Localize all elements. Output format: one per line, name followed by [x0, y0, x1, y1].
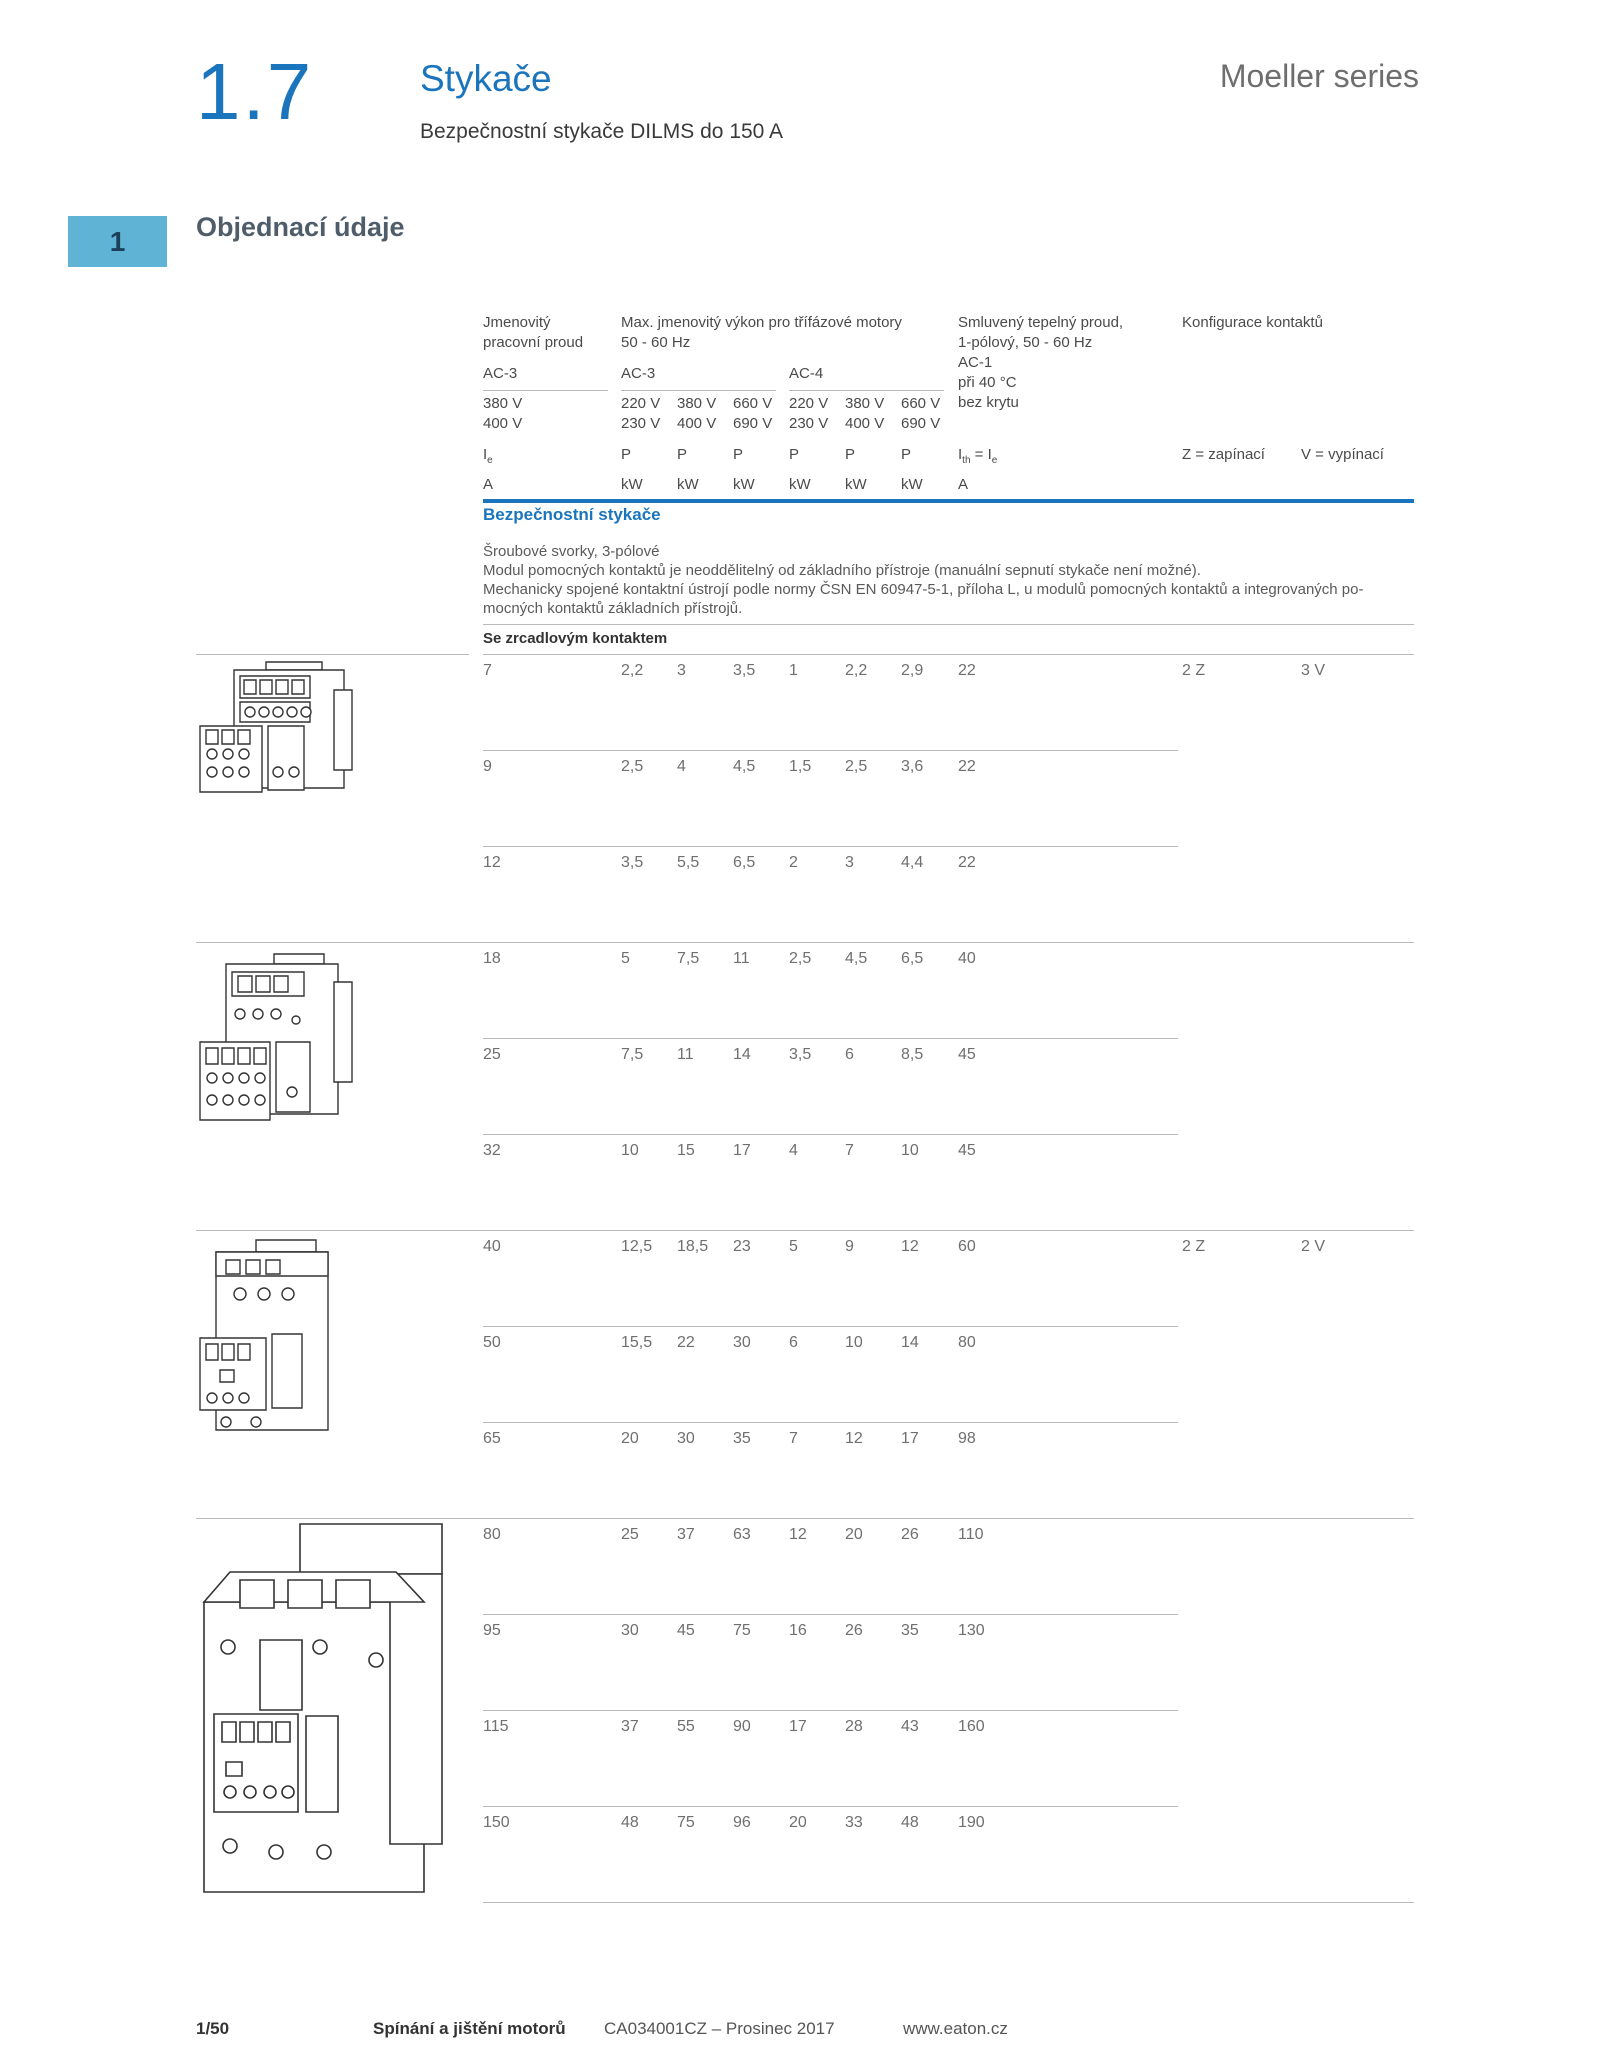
cell-power: 6,5 — [901, 950, 924, 967]
cell-power: 4,5 — [845, 950, 868, 967]
cell-power: 10 — [901, 1142, 919, 1159]
cell-power: 30 — [677, 1430, 695, 1447]
row-divider — [196, 1518, 1414, 1519]
cell-thermal-current: 98 — [958, 1430, 976, 1447]
divider — [483, 624, 1414, 625]
voltage-col-v1: 220 V — [621, 395, 661, 412]
voltage-col-sym: P — [677, 446, 688, 463]
voltage-col-unit: kW — [901, 476, 923, 493]
voltage-col-sym: P — [845, 446, 856, 463]
cell-power: 23 — [733, 1238, 751, 1255]
voltage-col-v1: 660 V — [901, 395, 941, 412]
cell-power: 3,5 — [789, 1046, 812, 1063]
cell-power: 12 — [789, 1526, 807, 1543]
divider — [621, 390, 776, 391]
cell-power: 2 — [789, 854, 798, 871]
cell-power: 5,5 — [677, 854, 700, 871]
cell-power: 5 — [789, 1238, 798, 1255]
cell-power: 26 — [901, 1526, 919, 1543]
voltage-col-v1: 220 V — [789, 395, 829, 412]
row-divider — [483, 750, 1178, 751]
cell-power: 18,5 — [677, 1238, 709, 1255]
chapter-tab[interactable]: 1 — [68, 216, 167, 267]
cell-thermal-current: 22 — [958, 758, 976, 775]
cell-rated-current: 12 — [483, 854, 501, 871]
cell-thermal-current: 80 — [958, 1334, 976, 1351]
thermal-current-unit: A — [958, 476, 969, 493]
cell-thermal-current: 40 — [958, 950, 976, 967]
cell-rated-current: 115 — [483, 1718, 509, 1735]
row-divider — [483, 654, 1414, 655]
voltage-col-v2: 690 V — [901, 415, 941, 432]
cell-power: 8,5 — [901, 1046, 924, 1063]
row-divider — [483, 1614, 1178, 1615]
cell-contacts-v: 3 V — [1301, 662, 1326, 679]
footer-page: 1/50 — [196, 2019, 230, 2038]
contactor-image-small — [196, 660, 356, 800]
cell-power: 14 — [733, 1046, 751, 1063]
cell-thermal-current: 22 — [958, 662, 976, 679]
cell-power: 14 — [901, 1334, 919, 1351]
cell-power: 2,5 — [789, 950, 812, 967]
cell-rated-current: 80 — [483, 1526, 501, 1543]
cell-rated-current: 40 — [483, 1238, 501, 1255]
cell-power: 12 — [901, 1238, 919, 1255]
row-divider — [196, 942, 1414, 943]
cell-thermal-current: 190 — [958, 1814, 985, 1831]
cell-rated-current: 18 — [483, 950, 501, 967]
cell-power: 15,5 — [621, 1334, 653, 1351]
row-divider — [483, 1806, 1178, 1807]
cell-thermal-current: 45 — [958, 1142, 976, 1159]
cell-power: 11 — [677, 1046, 694, 1063]
cell-power: 33 — [845, 1814, 863, 1831]
section-title: Bezpečnostní stykače — [483, 505, 661, 524]
row-divider — [483, 1710, 1178, 1711]
rated-current-category: AC-3 — [483, 365, 518, 382]
footer-doc-code: CA034001CZ – Prosinec 2017 — [604, 2019, 835, 2038]
rated-current-heading: Jmenovitý pracovní proud — [483, 314, 584, 351]
contactor-image-large — [196, 1238, 341, 1438]
cell-power: 6,5 — [733, 854, 756, 871]
cell-power: 4,5 — [733, 758, 756, 775]
cell-power: 37 — [621, 1718, 639, 1735]
row-divider — [483, 1326, 1178, 1327]
contacts-v-legend: V = vypínací — [1301, 446, 1384, 463]
rated-current-symbol: $I_e$ — [483, 446, 493, 466]
cell-power: 20 — [845, 1526, 863, 1543]
voltage-col-v1: 380 V — [845, 395, 885, 412]
cell-power: 2,9 — [901, 662, 924, 679]
contactor-image-medium — [196, 952, 356, 1127]
cell-power: 10 — [621, 1142, 639, 1159]
cell-rated-current: 65 — [483, 1430, 501, 1447]
header-rule — [483, 499, 1414, 503]
cell-power: 90 — [733, 1718, 751, 1735]
cell-power: 16 — [789, 1622, 807, 1639]
cell-power: 4 — [789, 1142, 798, 1159]
divider — [483, 390, 608, 391]
row-divider — [483, 846, 1178, 847]
footer-url[interactable]: www.eaton.cz — [903, 2019, 1008, 2038]
cell-power: 43 — [901, 1718, 919, 1735]
cell-power: 3 — [677, 662, 686, 679]
cell-power: 7 — [789, 1430, 798, 1447]
cell-power: 2,5 — [621, 758, 644, 775]
cell-contacts-z: 2 Z — [1182, 662, 1206, 679]
cell-thermal-current: 60 — [958, 1238, 976, 1255]
row-divider — [196, 1230, 1414, 1231]
cell-power: 37 — [677, 1526, 695, 1543]
table-bottom-rule — [483, 1902, 1414, 1903]
row-divider — [483, 1422, 1178, 1423]
cell-power: 3 — [845, 854, 854, 871]
voltage-col-v2: 400 V — [677, 415, 717, 432]
cell-power: 7,5 — [621, 1046, 644, 1063]
footer-chapter: Spínání a jištění motorů — [373, 2019, 566, 2038]
cell-power: 2,2 — [621, 662, 644, 679]
cell-power: 20 — [621, 1430, 639, 1447]
note-line: Šroubové svorky, 3-pólové — [483, 543, 660, 560]
voltage-col-v1: 660 V — [733, 395, 773, 412]
page-subtitle: Bezpečnostní stykače DILMS do 150 A — [420, 120, 784, 143]
cell-rated-current: 95 — [483, 1622, 501, 1639]
voltage-col-v2: 230 V — [789, 415, 829, 432]
cell-power: 63 — [733, 1526, 751, 1543]
cell-thermal-current: 130 — [958, 1622, 985, 1639]
cell-power: 75 — [677, 1814, 695, 1831]
section-number: 1.7 — [196, 47, 314, 136]
cell-thermal-current: 110 — [958, 1526, 984, 1543]
page-title: Stykače — [420, 58, 552, 99]
cell-power: 3,5 — [733, 662, 756, 679]
contactor-image-xlarge — [200, 1522, 450, 1897]
cell-power: 35 — [901, 1622, 919, 1639]
cell-power: 12 — [845, 1430, 863, 1447]
ac4-label: AC-4 — [789, 365, 824, 382]
power-heading: Max. jmenovitý výkon pro třífázové motory 50 - 60 Hz — [621, 314, 902, 351]
series-label: Moeller series — [1219, 58, 1419, 94]
cell-power: 2,2 — [845, 662, 868, 679]
voltage-col-sym: P — [621, 446, 632, 463]
cell-power: 4 — [677, 758, 686, 775]
cell-rated-current: 25 — [483, 1046, 501, 1063]
cell-power: 2,5 — [845, 758, 868, 775]
voltage-col-v1: 380 V — [677, 395, 717, 412]
cell-power: 45 — [677, 1622, 695, 1639]
voltage-col-sym: P — [733, 446, 744, 463]
voltage-col-v2: 230 V — [621, 415, 661, 432]
cell-power: 75 — [733, 1622, 751, 1639]
cell-power: 28 — [845, 1718, 863, 1735]
cell-power: 1,5 — [789, 758, 812, 775]
cell-thermal-current: 22 — [958, 854, 976, 871]
cell-contacts-z: 2 Z — [1182, 1238, 1206, 1255]
cell-power: 7 — [845, 1142, 854, 1159]
cell-power: 17 — [733, 1142, 751, 1159]
cell-power: 96 — [733, 1814, 751, 1831]
voltage-col-unit: kW — [677, 476, 699, 493]
section-notes — [483, 542, 1383, 618]
cell-power: 3,5 — [621, 854, 644, 871]
ordering-heading: Objednací údaje — [196, 212, 405, 242]
row-divider — [483, 1134, 1178, 1135]
group-divider — [196, 654, 469, 655]
cell-power: 26 — [845, 1622, 863, 1639]
cell-contacts-v: 2 V — [1301, 1238, 1326, 1255]
voltage-col-unit: kW — [789, 476, 811, 493]
cell-power: 22 — [677, 1334, 695, 1351]
cell-power: 11 — [733, 950, 750, 967]
voltage-col-v2: 400 V — [845, 415, 885, 432]
note-line: Modul pomocných kontaktů je neoddělitelný od základního přístroje (manuální sepnutí stykače není možné). — [483, 562, 1201, 579]
voltage-col-unit: kW — [621, 476, 643, 493]
cell-rated-current: 50 — [483, 1334, 501, 1351]
rated-current-unit: A — [483, 476, 494, 493]
cell-rated-current: 9 — [483, 758, 492, 775]
contacts-z-legend: Z = zapínací — [1182, 446, 1265, 463]
voltage-col-unit: kW — [845, 476, 867, 493]
row-divider — [483, 1038, 1178, 1039]
divider — [789, 390, 944, 391]
cell-power: 30 — [733, 1334, 751, 1351]
cell-power: 25 — [621, 1526, 639, 1543]
cell-power: 9 — [845, 1238, 854, 1255]
cell-power: 10 — [845, 1334, 863, 1351]
voltage-col-v2: 690 V — [733, 415, 773, 432]
cell-power: 15 — [677, 1142, 695, 1159]
cell-power: 17 — [789, 1718, 807, 1735]
thermal-current-heading: Smluvený tepelný proud, 1-pólový, 50 - 60 Hz AC-1 při 40 °C bez krytu — [958, 314, 1124, 411]
rated-current-voltage: 380 V 400 V — [483, 395, 523, 432]
cell-rated-current: 150 — [483, 1814, 510, 1831]
note-line: Mechanicky spojené kontaktní ústrojí podle normy ČSN EN 60947-5-1, příloha L, u modulů pomocných kontaktů a integrovaných po- — [483, 581, 1364, 598]
cell-power: 20 — [789, 1814, 807, 1831]
cell-power: 4,4 — [901, 854, 924, 871]
cell-power: 6 — [789, 1334, 798, 1351]
cell-power: 6 — [845, 1046, 854, 1063]
subsection-title: Se zrcadlovým kontaktem — [483, 630, 668, 647]
cell-rated-current: 32 — [483, 1142, 501, 1159]
cell-power: 5 — [621, 950, 630, 967]
contacts-heading: Konfigurace kontaktů — [1182, 314, 1323, 331]
cell-power: 17 — [901, 1430, 919, 1447]
voltage-col-unit: kW — [733, 476, 755, 493]
cell-thermal-current: 45 — [958, 1046, 976, 1063]
cell-power: 1 — [789, 662, 798, 679]
cell-power: 48 — [901, 1814, 919, 1831]
cell-power: 55 — [677, 1718, 695, 1735]
note-line: mocných kontaktů základních přístrojů. — [483, 600, 743, 617]
cell-rated-current: 7 — [483, 662, 492, 679]
cell-power: 12,5 — [621, 1238, 653, 1255]
cell-power: 7,5 — [677, 950, 700, 967]
voltage-col-sym: P — [789, 446, 800, 463]
cell-power: 3,6 — [901, 758, 924, 775]
ac3-label: AC-3 — [621, 365, 656, 382]
cell-power: 30 — [621, 1622, 639, 1639]
cell-power: 48 — [621, 1814, 639, 1831]
thermal-current-symbol: $I_{th} = I_e$ — [958, 446, 998, 466]
cell-thermal-current: 160 — [958, 1718, 985, 1735]
voltage-col-sym: P — [901, 446, 912, 463]
cell-power: 35 — [733, 1430, 751, 1447]
